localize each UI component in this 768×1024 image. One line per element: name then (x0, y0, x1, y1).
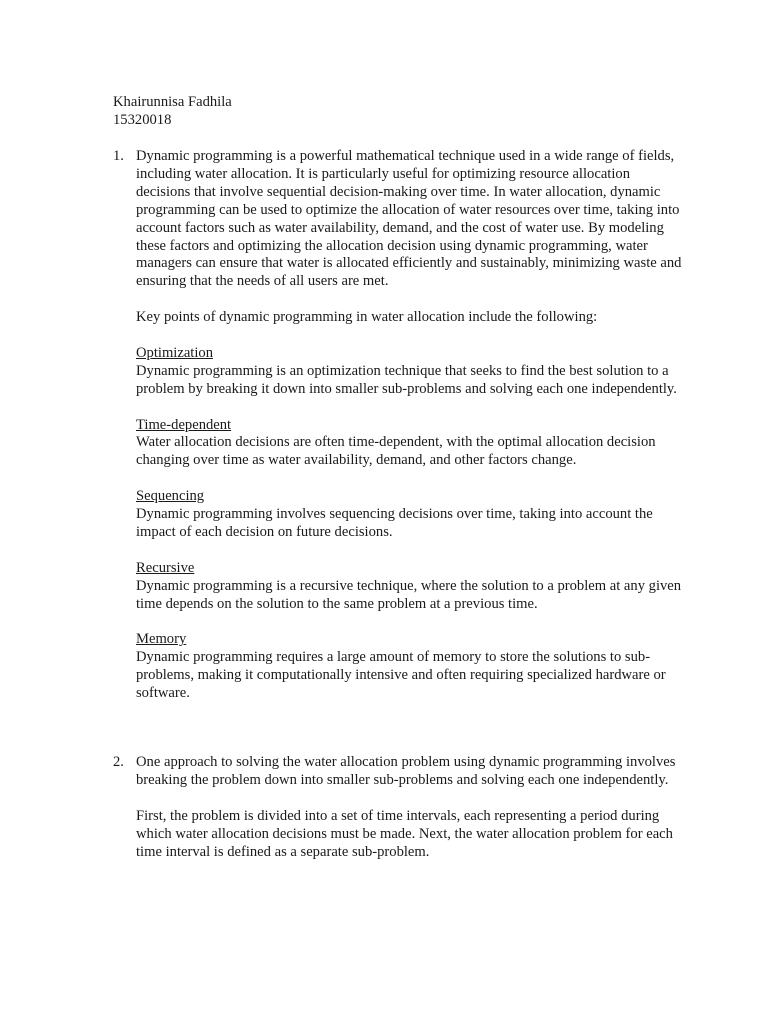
intro-paragraph: Dynamic programming is a powerful mathematical technique used in a wide range of fields, including water allocation. It is particularly useful for optimizing resource allocation decisions that involve sequential decision-making over time. In water allocation, dynamic programming can be used to optimize the allocation of water resources over time, taking into account factors such as water availability, demand, and the cost of water use. By modeling these factors and optimizing the allocation decision using dynamic programming, water managers can ensure that water is allocated efficiently and sustainably, minimizing waste and ensuring that the needs of all users are met. (136, 148, 682, 290)
section-text-recursive: Dynamic programming is a recursive technique, where the solution to a problem at any given time depends on the solution to the same problem at a previous time. (136, 577, 682, 612)
list-item-2 (113, 754, 683, 861)
list-item-1 (113, 148, 683, 703)
approach-paragraph: First, the problem is divided into a set of time intervals, each representing a period during which water allocation decisions must be made. Next, the water allocation problem for each time interval is defined as a separate sub-problem. (136, 807, 673, 860)
intro-paragraph: One approach to solving the water allocation problem using dynamic programming involves breaking the problem down into smaller sub-problems and solving each one independently. (136, 754, 676, 788)
section-heading-optimization: Optimization (136, 344, 214, 361)
key-points-intro: Key points of dynamic programming in water allocation include the following: (136, 309, 598, 326)
section-text-time-dependent: Water allocation decisions are often time-dependent, with the optimal allocation decision changing over time as water availability, demand, and other factors change. (136, 434, 656, 469)
author-header (113, 94, 232, 130)
section-text-optimization: Dynamic programming is an optimization technique that seeks to find the best solution to a problem by breaking it down into smaller sub-problems and solving each one independently. (136, 362, 677, 397)
section-text-sequencing: Dynamic programming involves sequencing decisions over time, taking into account the impact of each decision on future decisions. (136, 506, 653, 540)
list-number: 2. (113, 754, 124, 770)
section-text-memory: Dynamic programming requires a large amount of memory to store the solutions to sub-problems, making it computationally intensive and often requiring specialized hardware or software. (136, 649, 666, 702)
section-heading-recursive: Recursive (136, 559, 195, 576)
section-heading-time-dependent: Time-dependent (136, 416, 232, 433)
section-heading-sequencing: Sequencing (136, 488, 205, 505)
list-number: 1. (113, 148, 124, 164)
author-name: Khairunnisa Fadhila (113, 94, 232, 110)
section-heading-memory: Memory (136, 631, 187, 648)
student-id: 15320018 (113, 111, 172, 128)
